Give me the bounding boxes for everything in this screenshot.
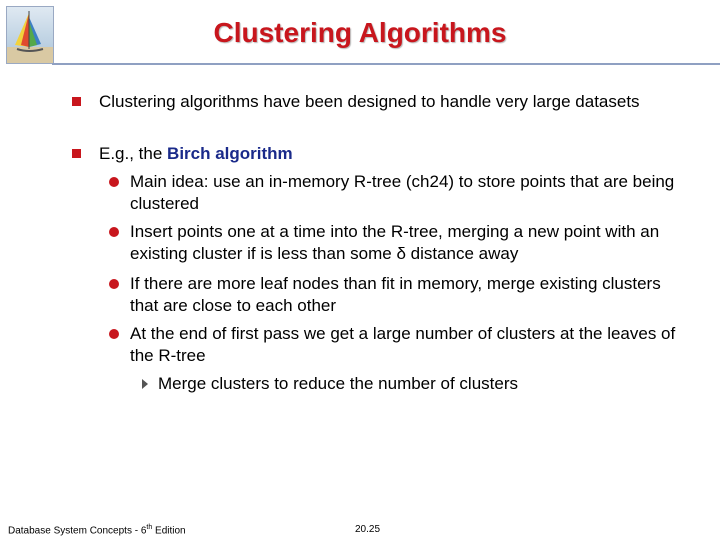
- footer-book-prefix: Database System Concepts - 6: [8, 525, 147, 537]
- round-bullet-icon: [109, 177, 119, 187]
- slide-title: Clustering Algorithms: [213, 17, 507, 48]
- birch-algorithm-highlight: Birch algorithm: [167, 144, 293, 163]
- square-bullet-icon: [72, 97, 81, 106]
- sub-bullet-text: Insert points one at a time into the R-tree, merging a new point with an existing cluster if is less than some δ distance away: [130, 222, 660, 263]
- round-bullet-icon: [109, 279, 119, 289]
- sub-bullet-text: Main idea: use an in-memory R-tree (ch24) to store points that are being clustered: [130, 172, 675, 213]
- footer-page-number: 20.25: [355, 524, 381, 535]
- round-bullet-icon: [109, 329, 119, 339]
- sub-sub-bullet-text: Merge clusters to reduce the number of clusters: [158, 374, 518, 393]
- footer-book-sup: th: [146, 524, 153, 531]
- bullet-text: [99, 143, 699, 165]
- square-bullet-icon: [72, 149, 81, 158]
- triangle-bullet-icon: [142, 379, 148, 389]
- footer-book-title: [8, 524, 186, 536]
- sub-bullet-text: At the end of first pass we get a large number of clusters at the leaves of the R-tree: [130, 324, 676, 365]
- sub-bullet-text: If there are more leaf nodes than fit in memory, merge existing clusters that are close to each other: [130, 274, 661, 315]
- round-bullet-icon: [109, 227, 119, 237]
- bullet-text: Clustering algorithms have been designed to handle very large datasets: [99, 92, 640, 111]
- footer-book-suffix: Edition: [152, 525, 186, 537]
- bullet-prefix: E.g., the: [99, 144, 168, 163]
